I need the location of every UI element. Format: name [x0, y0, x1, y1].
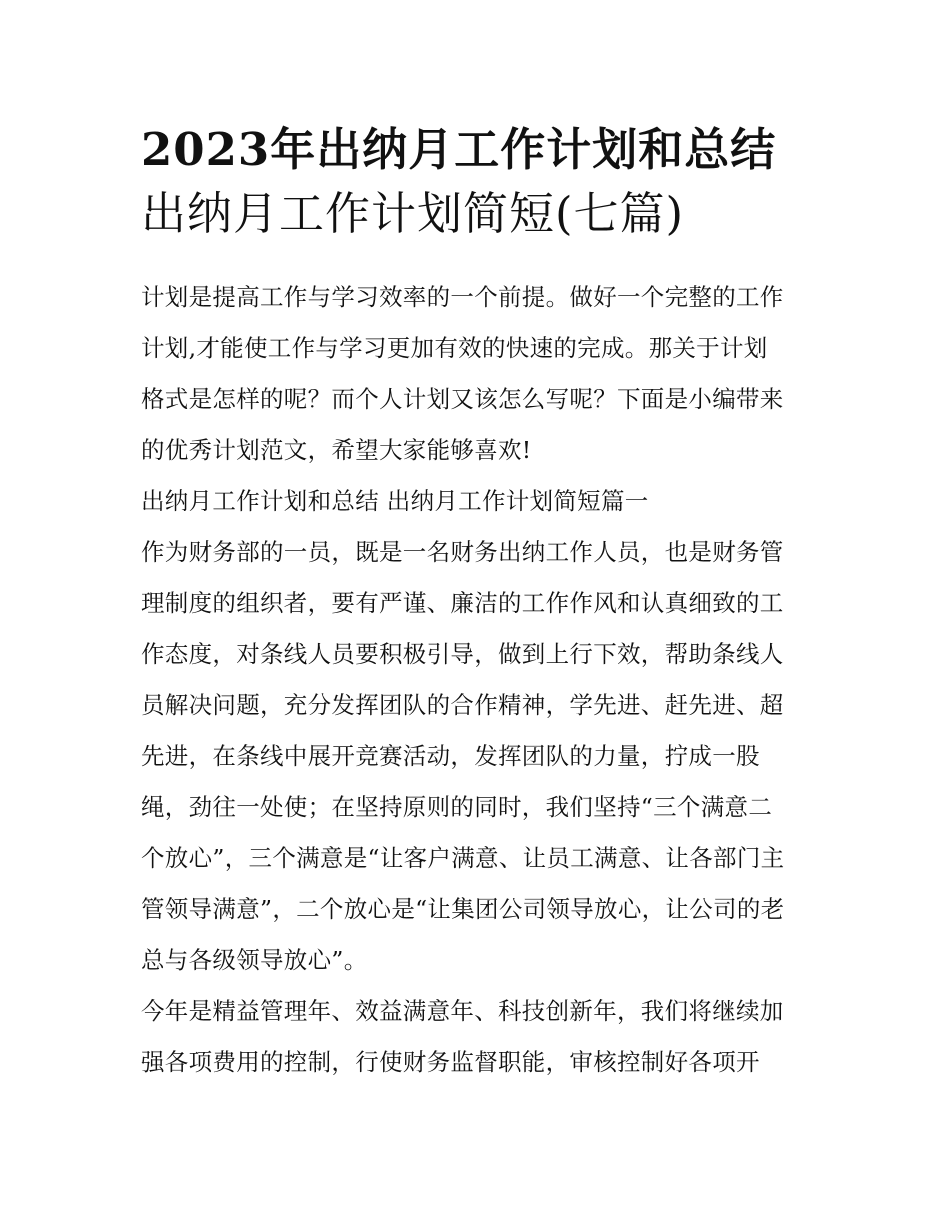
- text-line: 强各项费用的控制，行使财务监督职能，审核控制好各项开: [141, 1048, 760, 1076]
- text-line: 今年是精益管理年、效益满意年、科技创新年，我们将继续加: [141, 997, 784, 1025]
- text-line: 的优秀计划范文，希望大家能够喜欢!: [141, 436, 532, 464]
- text-line: 理制度的组织者，要有严谨、廉洁的工作作风和认真细致的工: [141, 589, 784, 617]
- text-line: 绳，劲往一处使；在坚持原则的同时，我们坚持“三个满意二: [141, 793, 773, 821]
- text-line: 管领导满意”，二个放心是“让集团公司领导放心，让公司的老: [141, 895, 785, 923]
- section-heading: 出纳月工作计划和总结 出纳月工作计划简短篇一: [141, 487, 649, 515]
- text-line: 个放心”，三个满意是“让客户满意、让员工满意、让各部门主: [141, 844, 785, 872]
- text-line: 格式是怎样的呢？而个人计划又该怎么写呢？下面是小编带来: [141, 385, 784, 413]
- title-line-1: 2023年出纳月工作计划和总结: [141, 123, 777, 176]
- text-line: 员解决问题，充分发挥团队的合作精神，学先进、赶先进、超: [141, 691, 784, 719]
- text-line: 作为财务部的一员，既是一名财务出纳工作人员，也是财务管: [141, 538, 784, 566]
- text-line: 计划,才能使工作与学习更加有效的快速的完成。那关于计划: [141, 334, 768, 362]
- document-body: [141, 272, 813, 1088]
- text-line: 计划是提高工作与学习效率的一个前提。做好一个完整的工作: [141, 283, 784, 311]
- text-line: 总与各级领导放心”。: [141, 946, 368, 974]
- title-line-2: 出纳月工作计划简短(七篇): [141, 187, 685, 240]
- text-line: 作态度，对条线人员要积极引导，做到上行下效，帮助条线人: [141, 640, 784, 668]
- document-content: [141, 118, 813, 1088]
- text-line: 先进，在条线中展开竞赛活动，发挥团队的力量，拧成一股: [141, 742, 760, 770]
- document-title: [141, 118, 813, 246]
